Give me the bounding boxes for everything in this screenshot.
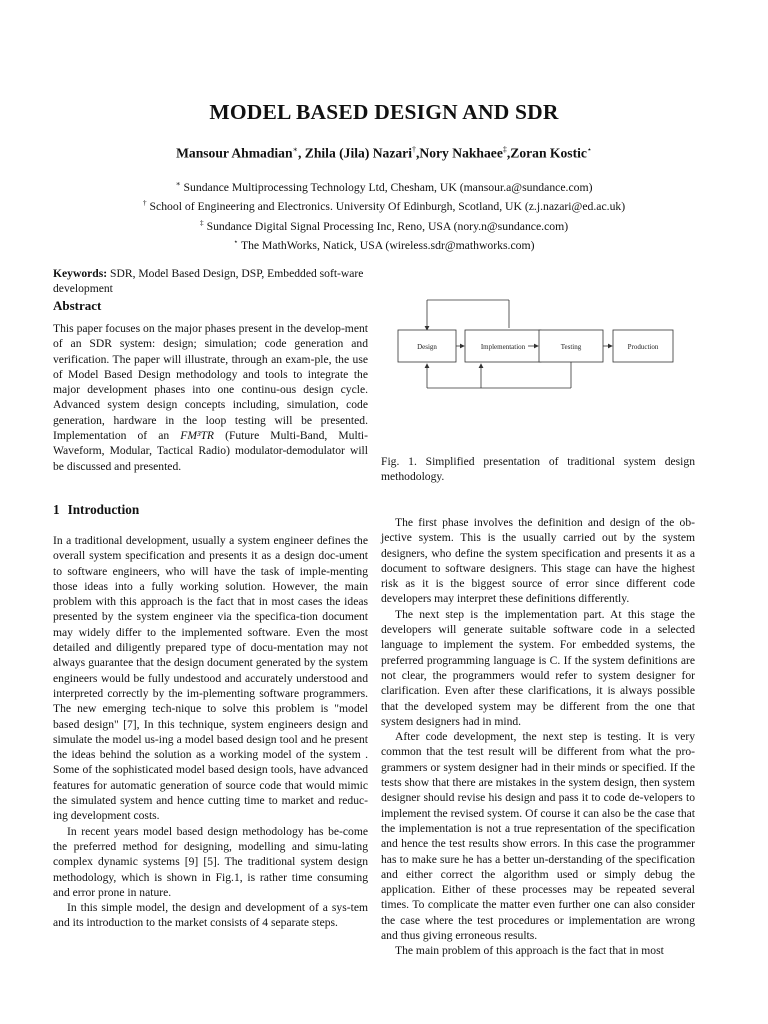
- affiliation-text: The MathWorks, Natick, USA (wireless.sdr@mathworks.com): [240, 239, 535, 253]
- body-paragraph: After code development, the next step is testing. It is very common that the test result will be different from what the pro-grammers or system designer had in their minds or specified. If the tests show that there are mistakes in the system design, then system designer should revise his design and pass it to code de-velopers to implement the revised system. Of course it can also be the case that the implementation is not a true representation of the specification and hence the test results show errors. In this case the programmer has to make sure he has a better un-derstanding of the specification and either correct the algorithm used or simply debug the application. Either of these processes may be repeated several times. To complicate the matter even further one can also consider the case where the test procedures or implementation are wrong and thus giving erroneous results.: [381, 730, 695, 943]
- feedback-arrow-bottom: [427, 362, 571, 388]
- feedback-arrow-top: [427, 300, 509, 330]
- paper-title: MODEL BASED DESIGN AND SDR: [209, 100, 559, 124]
- affiliation-line: [0, 215, 768, 234]
- body-paragraph: The first phase involves the definition and design of the ob-jective system. This is the usually carried out by the system designers, who define the system specification and presents it as a document to software designers. This stage can have the highest risk as it is the biggest source of error since different code developers may interpret these definitions differently.: [381, 516, 695, 606]
- affiliation-line: [0, 195, 768, 214]
- box-label: Design: [417, 343, 437, 351]
- author-name: Nory Nakhaee: [419, 145, 503, 161]
- production-box: [613, 330, 673, 362]
- keywords-label: Keywords:: [53, 267, 108, 280]
- flow-diagram: [381, 266, 695, 446]
- author-mark: ∗: [292, 145, 298, 154]
- author-name: Zoran Kostic: [510, 145, 587, 161]
- affiliation-line: [0, 176, 768, 195]
- abstract-paragraph: [53, 321, 368, 474]
- abstract-heading: [53, 298, 368, 314]
- design-box: [398, 330, 456, 362]
- abstract-text-part2: (Future Multi-Band, Multi-Waveform, Modular, Tactical Radio) modulator-demodulator will be discussed and presented.: [53, 429, 368, 473]
- affiliation-text: Sundance Multiprocessing Technology Ltd, Chesham, UK (mansour.a@sundance.com): [183, 180, 593, 194]
- author-name: Mansour Ahmadian: [176, 145, 293, 161]
- section-heading: [53, 502, 368, 518]
- box-label: Implementation: [480, 343, 526, 351]
- author-mark: †: [412, 145, 416, 154]
- body-paragraph: The main problem of this approach is the fact that in most: [395, 944, 664, 958]
- author-name: Zhila (Jila) Nazari: [304, 145, 412, 161]
- figure-1: [381, 266, 695, 446]
- intro-paragraph: In a traditional development, usually a system engineer defines the overall system specification and presents it as a design doc-ument to software engineers, who will have the task of imple-menting those ideas into a fully working solution. However, the main problem with this approach is the fact that in most cases the ideas presented by the system engineer via the specifica-tion document may widely differ to the implemented software. Even the most detailed and diligently prepared type of docu-mentation may not always guarantee that the design document generated by the system engineers would be fully undestood and accurately understood and interpreted correctly by the im-plementing software programmers. The new emerging tech-nique to solve this problem is "model based design" [7], In this technique, system engineers design and simulate the model us-ing a model based design tool and he present the ideas behind the solution as a working model of the system . Some of the sophisticated model based design tools, have advanced features for automatic generation of source code that would mimic the simulated system and hence cutting time to market and reduc-ing development costs.: [53, 534, 368, 823]
- section-title: Introduction: [67, 502, 140, 517]
- keywords: [53, 266, 368, 297]
- intro-paragraph: In recent years model based design methodology has be-come the preferred method for designing, modelling and simu-lating complex dynamic systems [9] [5]. The traditional system design methodology, which is shown in Fig.1, is rather time consuming and error prone in nature.: [53, 824, 368, 899]
- abstract-text-part1: This paper focuses on the major phases present in the develop-ment of an SDR system: design; simulation; code generation and verification. The paper will illustrate, through an exam-ple, the use of Model Based Design methodology and tools to integrate the major development phases into one continu-ous design cycle. Advanced system design concepts including, simulation, code generation, hardware in the loop testing will be presented. Implementation of an: [53, 322, 368, 443]
- author-mark: ‡: [502, 145, 507, 154]
- figure-caption: Fig. 1. Simplified presentation of traditional system design methodology.: [381, 455, 695, 484]
- intro-paragraph: In this simple model, the design and development of a sys-tem and its introduction to the market consists of 4 separate steps.: [53, 901, 368, 930]
- affiliation-list: [0, 176, 768, 254]
- affiliation-line: [0, 234, 768, 253]
- affiliation-mark: ‡: [199, 217, 204, 227]
- box-label: Production: [627, 343, 659, 351]
- author-separator: ,: [506, 145, 511, 161]
- abstract-heading-text: Abstract: [53, 298, 102, 313]
- intro-right-column: [381, 515, 695, 959]
- affiliation-mark: ∗: [175, 179, 181, 188]
- section-number: 1: [53, 502, 60, 517]
- affiliation-mark: ⋆: [233, 237, 239, 247]
- keywords-text: SDR, Model Based Design, DSP, Embedded soft-ware development: [53, 267, 364, 296]
- intro-left-column: [53, 533, 368, 931]
- affiliation-text: Sundance Digital Signal Processing Inc, Reno, USA (nory.n@sundance.com): [206, 219, 569, 233]
- author-separator: ,: [297, 145, 305, 161]
- author-list: [0, 145, 768, 162]
- author-mark: ⋆: [586, 145, 592, 154]
- abstract-math: FM³TR: [180, 429, 214, 443]
- testing-box: [539, 330, 603, 362]
- affiliation-mark: †: [142, 198, 147, 208]
- abstract-body: [53, 321, 368, 474]
- keywords-block: [53, 266, 368, 297]
- box-label: Testing: [560, 343, 582, 351]
- author-separator: ,: [416, 145, 420, 161]
- body-paragraph: The next step is the implementation part. At this stage the developers will generate suitable software code in a selected language to implement the system. For embedded systems, the preferred programming language is C. If the system definitions are not clear, the programmers would refer to system designer for clarification. Even after these clarifications, it is always possible that the developed system may be different from the one that system designers had in mind.: [381, 607, 695, 728]
- affiliation-text: School of Engineering and Electronics. University Of Edinburgh, Scotland, UK (z.j.nazari@ed.ac.uk): [149, 200, 626, 214]
